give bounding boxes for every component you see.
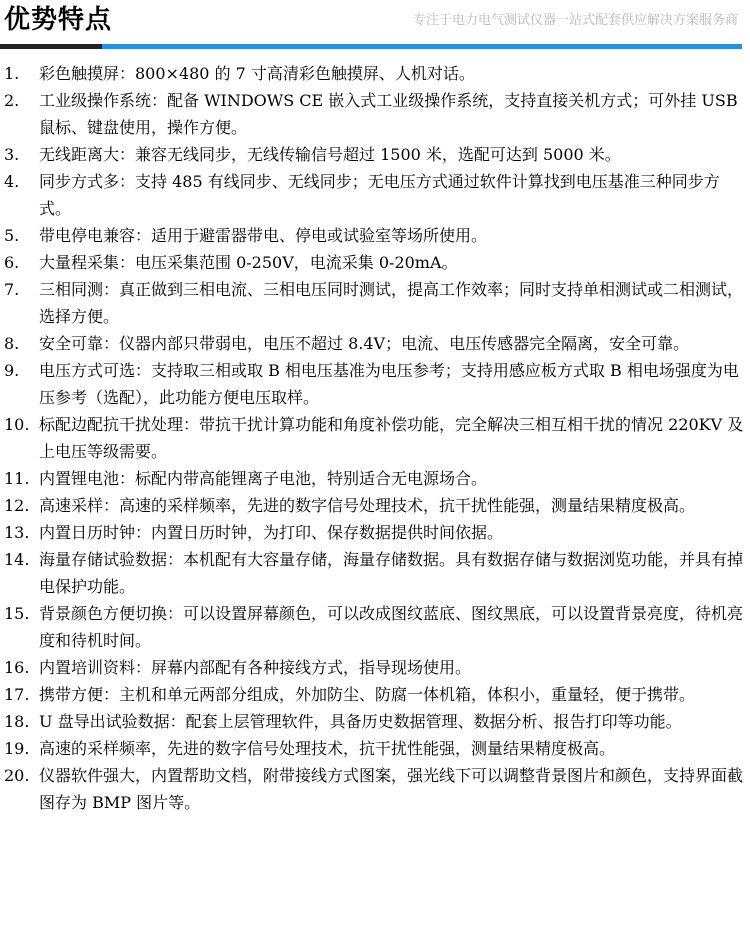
feature-text: 背景颜色方便切换：可以设置屏幕颜色，可以改成图纹蓝底、图纹黑底，可以设置背景亮度，待机亮度和待机时间。 xyxy=(39,604,744,650)
feature-item xyxy=(0,465,746,492)
feature-text: 大量程采集：电压采集范围 0-250V，电流采集 0-20mA。 xyxy=(39,253,458,272)
feature-number: 4. xyxy=(4,172,20,191)
feature-item xyxy=(0,411,746,465)
feature-number: 16. xyxy=(4,658,30,677)
feature-text: 三相同测：真正做到三相电流、三相电压同时测试，提高工作效率；同时支持单相测试或二相测试，选择方便。 xyxy=(39,280,744,326)
feature-number: 17. xyxy=(4,685,30,704)
feature-item xyxy=(0,654,746,681)
feature-item xyxy=(0,60,746,87)
feature-text: 内置日历时钟：内置日历时钟，为打印、保存数据提供时间依据。 xyxy=(39,523,504,542)
feature-number: 3. xyxy=(4,145,20,164)
feature-text: 携带方便：主机和单元两部分组成，外加防尘、防腐一体机箱，体积小，重量轻，便于携带。 xyxy=(39,685,696,704)
header-underline-dark xyxy=(0,44,102,49)
feature-text: 仪器软件强大，内置帮助文档，附带接线方式图案，强光线下可以调整背景图片和颜色，支持界面截图存为 BMP 图片等。 xyxy=(39,766,744,812)
feature-number: 18. xyxy=(4,712,30,731)
feature-text: 内置锂电池：标配内带高能锂离子电池，特别适合无电源场合。 xyxy=(39,469,488,488)
feature-item xyxy=(0,600,746,654)
feature-text: 同步方式多：支持 485 有线同步、无线同步；无电压方式通过软件计算找到电压基准三种同步方式。 xyxy=(39,172,720,218)
feature-item xyxy=(0,357,746,411)
feature-text: U 盘导出试验数据：配套上层管理软件，具备历史数据管理、数据分析、报告打印等功能。 xyxy=(39,712,682,731)
feature-item xyxy=(0,276,746,330)
feature-text: 带电停电兼容：适用于避雷器带电、停电或试验室等场所使用。 xyxy=(39,226,488,245)
feature-item xyxy=(0,330,746,357)
company-slogan: 专注于电力电气测试仪器一站式配套供应解决方案服务商 xyxy=(412,13,738,28)
section-header xyxy=(0,0,750,50)
feature-item xyxy=(0,762,746,816)
feature-list xyxy=(0,60,746,816)
feature-number: 6. xyxy=(4,253,20,272)
feature-number: 11. xyxy=(4,469,30,488)
section-title: 优势特点 xyxy=(4,5,113,35)
feature-number: 14. xyxy=(4,550,30,569)
feature-item xyxy=(0,735,746,762)
feature-item xyxy=(0,546,746,600)
feature-item xyxy=(0,87,746,141)
feature-item xyxy=(0,492,746,519)
feature-number: 20. xyxy=(4,766,30,785)
header-underline-accent xyxy=(102,44,742,49)
feature-text: 彩色触摸屏：800×480 的 7 寸高清彩色触摸屏、人机对话。 xyxy=(39,64,475,83)
feature-text: 电压方式可选：支持取三相或取 B 相电压基准为电压参考；支持用感应板方式取 B 相电场强度为电压参考（选配），此功能方便电压取样。 xyxy=(39,361,739,407)
feature-item xyxy=(0,519,746,546)
feature-item xyxy=(0,249,746,276)
feature-number: 1. xyxy=(4,64,20,83)
feature-text: 标配边配抗干扰处理：带抗干扰计算功能和角度补偿功能，完全解决三相互相干扰的情况 220KV 及上电压等级需要。 xyxy=(39,415,744,461)
feature-text: 无线距离大：兼容无线同步，无线传输信号超过 1500 米，选配可达到 5000 米。 xyxy=(39,145,621,164)
feature-text: 高速采样：高速的采样频率，先进的数字信号处理技术，抗干扰性能强，测量结果精度极高。 xyxy=(39,496,696,515)
feature-item xyxy=(0,681,746,708)
feature-number: 10. xyxy=(4,415,30,434)
feature-number: 9. xyxy=(4,361,20,380)
feature-text: 高速的采样频率，先进的数字信号处理技术，抗干扰性能强，测量结果精度极高。 xyxy=(39,739,616,758)
feature-number: 5. xyxy=(4,226,20,245)
feature-text: 内置培训资料：屏幕内部配有各种接线方式，指导现场使用。 xyxy=(39,658,472,677)
feature-text: 工业级操作系统：配备 WINDOWS CE 嵌入式工业级操作系统，支持直接关机方式；可外挂 USB 鼠标、键盘使用，操作方便。 xyxy=(39,91,738,137)
feature-item xyxy=(0,222,746,249)
feature-number: 2. xyxy=(4,91,20,110)
feature-number: 12. xyxy=(4,496,30,515)
feature-item xyxy=(0,708,746,735)
feature-number: 7. xyxy=(4,280,20,299)
feature-number: 13. xyxy=(4,523,30,542)
feature-number: 8. xyxy=(4,334,20,353)
feature-text: 海量存储试验数据：本机配有大容量存储，海量存储数据。具有数据存储与数据浏览功能，并具有掉电保护功能。 xyxy=(39,550,744,596)
feature-number: 19. xyxy=(4,739,30,758)
feature-number: 15. xyxy=(4,604,30,623)
feature-item xyxy=(0,168,746,222)
feature-text: 安全可靠：仪器内部只带弱电，电压不超过 8.4V；电流、电压传感器完全隔离，安全可靠。 xyxy=(39,334,690,353)
feature-item xyxy=(0,141,746,168)
